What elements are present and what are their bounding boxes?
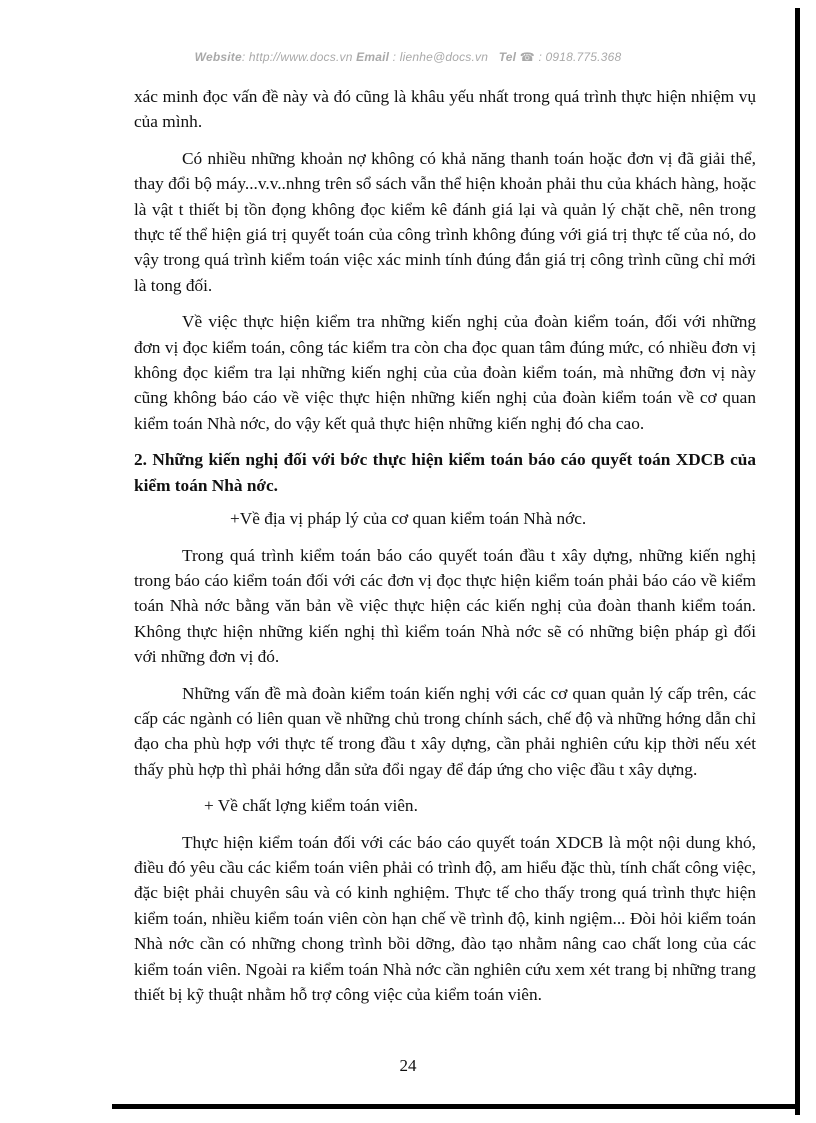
email-label: Email [356,50,390,64]
website-label: Website [194,50,242,64]
tel-label: Tel [498,50,517,64]
paragraph-3: Về việc thực hiện kiểm tra những kiến nghị của đoàn kiểm toán, đối với những đơn vị đọc kiểm toán, công tác kiểm tra còn cha đọc quan tâm đúng mức, có nhiều đơn vị không đọc kiểm tra lại những kiến nghị của của đoàn kiểm toán, mà những đơn vị này cũng không báo cáo về việc thực hiện những kiến nghị của đoàn kiểm toán về cơ quan kiểm toán Nhà nớc, do vậy kết quả thực hiện những kiến nghị đó cha cao. [134,312,756,433]
email-address: : lienhe@docs.vn [389,50,489,64]
paragraph-5: Những vấn đề mà đoàn kiểm toán kiến nghị với các cơ quan quản lý cấp trên, các cấp các ngành có liên quan về những chủ trong chính sách, chế độ và những hớng dẫn chỉ đạo cha phù hợp với thực tế trong đầu t xây dựng, cần phải nghiên cứu kịp thời nếu xét thấy phù hợp thì phải hớng dẫn sửa đổi ngay để đáp ứng cho việc đầu t xây dựng. [134,683,756,779]
page-border-bottom [112,1104,800,1109]
page-number: 24 [399,1056,417,1075]
tel-number: ☎ : 0918.775.368 [519,50,622,64]
subheading-legal-status: +Về địa vị pháp lý của cơ quan kiểm toán Nhà nớc. [230,509,587,529]
paragraph-2: Có nhiều những khoản nợ không có khả năng thanh toán hoặc đơn vị đã giải thể, thay đổi bộ máy...v.v..nhng trên sổ sách vẫn thể hiện khoản phải thu của khách hàng, hoặc là vật t thiết bị tồn đọng không đọc kiểm kê đánh giá lại và quản lý chặt chẽ, nên trong thực tế thể hiện giá trị quyết toán của công trình không đúng với giá trị thực tế của nó, do vậy trong quá trình kiểm toán việc xác minh tính đúng đắn giá trị công trình cũng chỉ mới là tong đối. [134,148,756,295]
section-heading: 2. Những kiến nghị đối với bớc thực hiện kiểm toán báo cáo quyết toán XDCB của kiểm toán Nhà nớc. [134,450,756,495]
paragraph-4: Trong quá trình kiểm toán báo cáo quyết toán đầu t xây dựng, những kiến nghị trong báo cáo kiểm toán đối với các đơn vị đọc thực hiện kiểm toán phải báo cáo về kiểm toán Nhà nớc bằng văn bản về việc thực hiện các kiến nghị của đoàn thanh kiểm toán. Không thực hiện những kiến nghị thì kiểm toán Nhà nớc sẽ có những biện pháp gì đối với những đơn vị đó. [134,545,756,667]
subheading-auditor-quality: + Về chất lợng kiểm toán viên. [204,796,418,816]
document-body [134,84,756,1018]
paragraph-6: Thực hiện kiểm toán đối với các báo cáo quyết toán XDCB là một nội dung khó, điều đó yêu cầu các kiểm toán viên phải có trình độ, am hiểu đặc thù, tính chất công việc, đặc biệt phải chuyên sâu và có kinh nghiệm. Thực tế cho thấy trong quá trình thực hiện kiểm toán, nhiều kiểm toán viên còn hạn chế về trình độ, kinh ngiệm... Đòi hỏi kiểm toán Nhà nớc cần có những chong trình bồi dỡng, đào tạo nhằm nâng cao chất long của các kiểm toán viên. Ngoài ra kiểm toán Nhà nớc cần nghiên cứu xem xét trang bị những trang thiết bị kỹ thuật nhằm hỗ trợ công việc của kiểm toán viên. [134,832,756,1004]
website-url: : http://www.docs.vn [241,50,353,64]
page-header [0,50,816,64]
page-border-right [795,8,800,1115]
paragraph-1: xác minh đọc vấn đề này và đó cũng là khâu yếu nhất trong quá trình thực hiện nhiệm vụ của mình. [134,87,756,132]
